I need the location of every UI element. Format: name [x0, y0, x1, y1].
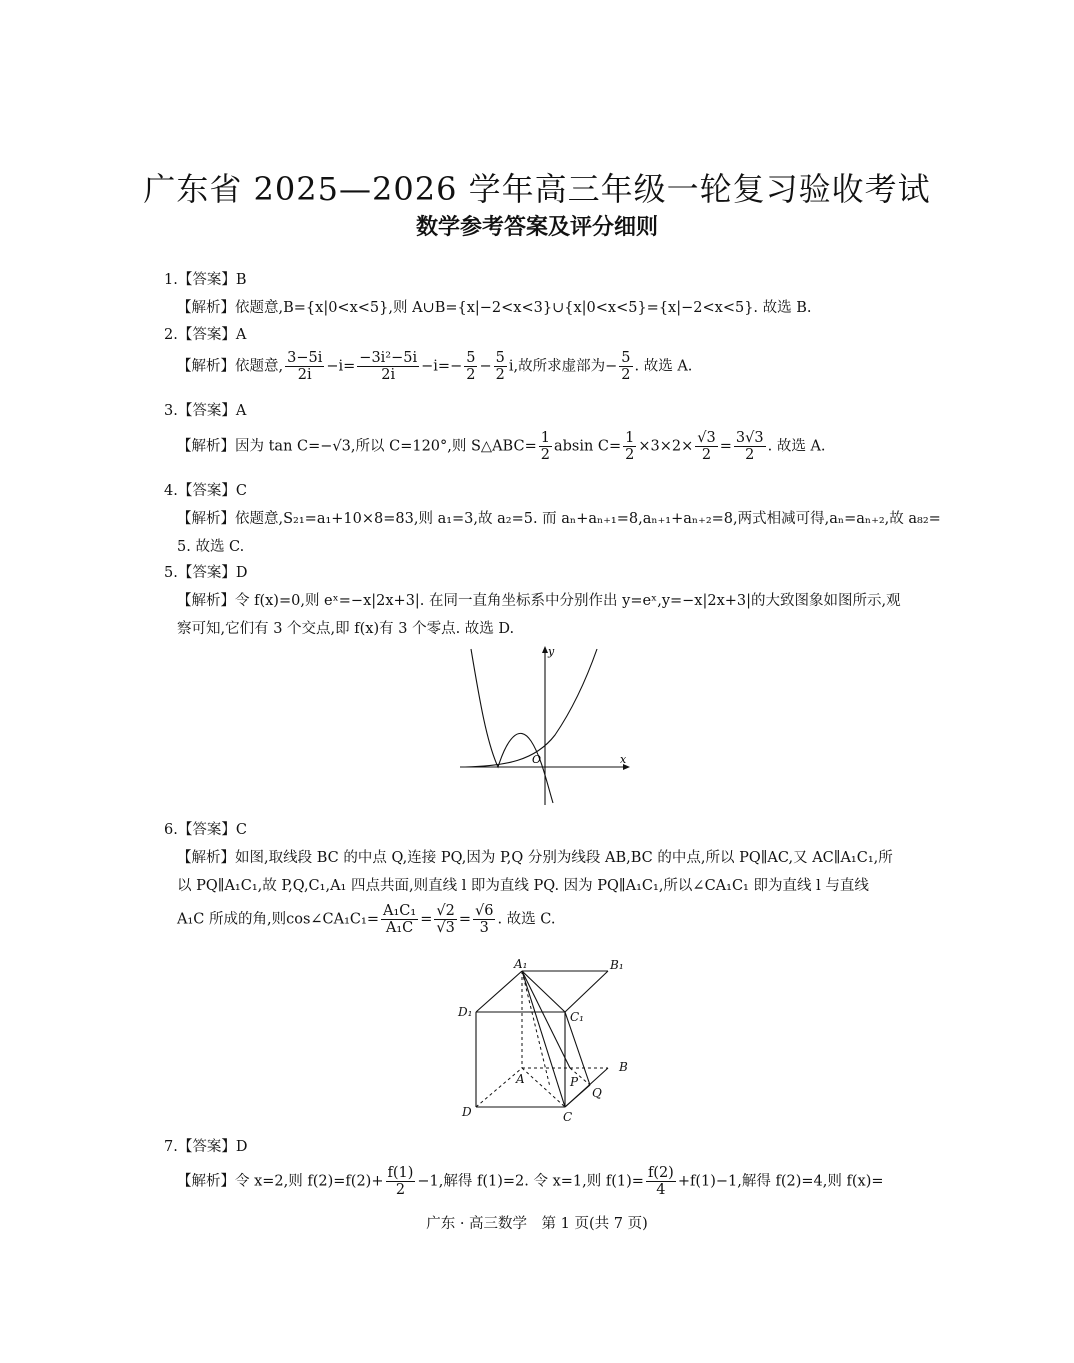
page-title: 广东省 2025—2026 学年高三年级一轮复习验收考试: [143, 170, 931, 208]
q4-explanation-line2: 5. 故选 C.: [177, 539, 245, 555]
q7-f1-den: 2: [395, 1182, 406, 1198]
q3-fraction-3: [695, 430, 717, 463]
q5-explanation-line1: 【解析】令 f(x)=0,则 eˣ=−x|2x+3|. 在同一直角坐标系中分别作出 y=eˣ,y=−x|2x+3|的大致图象如图所示,观: [177, 593, 901, 609]
q7-explanation: [177, 1165, 884, 1198]
q3-answer: 3.【答案】A: [164, 403, 247, 419]
q2-text-m1: −i=: [326, 358, 356, 375]
q6-explanation-line3: [177, 903, 555, 936]
y-axis-label: y: [548, 645, 555, 658]
q3-f4-den: 2: [745, 447, 755, 463]
q3-f3-num: √3: [697, 430, 716, 446]
q2-f4-den: 2: [495, 367, 505, 383]
q7-f2-den: 4: [656, 1182, 666, 1198]
q6-f1-den: A₁C: [385, 920, 414, 936]
q2-f1-num: 3−5i: [287, 350, 323, 366]
q2-f1-den: 2i: [297, 367, 312, 383]
label-C: C: [563, 1110, 573, 1124]
q1-explanation: 【解析】依题意,B={x|0<x<5},则 A∪B={x|−2<x<3}∪{x|0<x<5}={x|−2<x<5}. 故选 B.: [177, 300, 812, 316]
q5-function-graph: [455, 643, 635, 808]
q7-text-m1: −1,解得 f(1)=2. 令 x=1,则 f(1)=: [417, 1173, 644, 1190]
q3-text-post: . 故选 A.: [767, 438, 826, 455]
q6-fraction-1: [381, 903, 418, 936]
q1-answer: 1.【答案】B: [164, 272, 247, 288]
q5-answer: 5.【答案】D: [164, 565, 248, 581]
label-Q: Q: [592, 1086, 602, 1100]
label-A: A: [516, 1072, 525, 1086]
q2-text-pre: 【解析】依题意,: [177, 358, 284, 375]
q3-f2-num: 1: [625, 430, 635, 446]
q2-text-m2: −i=−: [421, 358, 463, 375]
q2-fraction-2: [357, 350, 419, 383]
label-A1: A₁: [514, 957, 528, 971]
q6-f2-num: √2: [436, 903, 455, 919]
q3-fraction-1: [539, 430, 552, 463]
q2-explanation: [177, 350, 692, 383]
q6-text-m1: =: [420, 911, 433, 928]
q2-f5-num: 5: [621, 350, 631, 366]
q3-fraction-2: [623, 430, 636, 463]
q6-f3-num: √6: [474, 903, 494, 919]
q2-f4-num: 5: [495, 350, 505, 366]
label-B1: B₁: [610, 958, 624, 972]
q2-text-m4: i,故所求虚部为−: [508, 358, 618, 375]
q6-f1-num: A₁C₁: [382, 903, 417, 919]
q6-f2-den: √3: [436, 920, 455, 936]
label-P: P: [570, 1075, 579, 1089]
q2-fraction-4: [494, 350, 507, 383]
q2-fraction-3: [464, 350, 477, 383]
q6-answer: 6.【答案】C: [164, 822, 247, 838]
q2-answer: 2.【答案】A: [164, 327, 247, 343]
q2-f2-num: −3i²−5i: [359, 350, 418, 366]
q7-fraction-1: [386, 1165, 416, 1198]
q3-f4-num: 3√3: [735, 430, 764, 446]
q3-f1-den: 2: [540, 447, 550, 463]
exp-curve: [465, 649, 597, 767]
q6-explanation-line1: 【解析】如图,取线段 BC 的中点 Q,连接 PQ,因为 P,Q 分别为线段 AB,BC 的中点,所以 PQ∥AC,又 AC∥A₁C₁,所: [177, 850, 893, 866]
q7-text-pre: 【解析】令 x=2,则 f(2)=f(2)+: [177, 1173, 384, 1190]
q3-text-m2: ×3×2×: [638, 438, 694, 455]
q2-f3-num: 5: [466, 350, 476, 366]
label-D: D: [462, 1105, 472, 1119]
q7-answer: 7.【答案】D: [164, 1139, 248, 1155]
q3-text-m3: =: [719, 438, 732, 455]
page-subtitle: 数学参考答案及评分细则: [415, 215, 658, 240]
x-axis-label: x: [620, 753, 627, 766]
q3-f1-num: 1: [540, 430, 550, 446]
q3-f2-den: 2: [625, 447, 635, 463]
q2-f3-den: 2: [466, 367, 476, 383]
q3-text-pre: 【解析】因为 tan C=−√3,所以 C=120°,则 S△ABC=: [177, 438, 537, 455]
q3-text-m1: absin C=: [553, 438, 622, 455]
abs-curve: [471, 649, 553, 803]
q3-explanation: [177, 430, 826, 463]
q6-text-m2: =: [458, 911, 471, 928]
q3-fraction-4: [734, 430, 766, 463]
q7-fraction-2: [646, 1165, 676, 1198]
q2-fraction-1: [285, 350, 324, 383]
q6-explanation-line2: 以 PQ∥A₁C₁,故 P,Q,C₁,A₁ 四点共面,则直线 l 即为直线 PQ. 因为 PQ∥A₁C₁,所以∠CA₁C₁ 即为直线 l 与直线: [177, 878, 869, 894]
q4-explanation-line1: 【解析】依题意,S₂₁=a₁+10×8=83,则 a₁=3,故 a₂=5. 而 aₙ+aₙ₊₁=8,aₙ₊₁+aₙ₊₂=8,两式相减可得,aₙ=aₙ₊₂,故 a₈₂=: [177, 511, 941, 527]
q2-text-post: . 故选 A.: [634, 358, 693, 375]
origin-label: O: [532, 753, 542, 766]
q6-text-pre: A₁C 所成的角,则cos∠CA₁C₁=: [177, 911, 379, 928]
q2-fraction-5: [619, 350, 632, 383]
q7-f1-num: f(1): [387, 1165, 414, 1181]
q2-f5-den: 2: [621, 367, 631, 383]
q6-text-post: . 故选 C.: [497, 911, 556, 928]
q6-fraction-2: [434, 903, 456, 936]
q7-f2-num: f(2): [647, 1165, 674, 1181]
q4-answer: 4.【答案】C: [164, 483, 247, 499]
label-D1: D₁: [458, 1005, 473, 1019]
q2-text-m3: −: [479, 358, 492, 375]
label-B: B: [619, 1060, 628, 1074]
q6-geometry-figure: [450, 955, 645, 1125]
q5-explanation-line2: 察可知,它们有 3 个交点,即 f(x)有 3 个零点. 故选 D.: [177, 621, 515, 637]
q6-fraction-3: [473, 903, 495, 936]
page-footer: 广东 · 高三数学 第 1 页(共 7 页): [426, 1216, 648, 1232]
q3-f3-den: 2: [701, 447, 712, 463]
q7-text-post: +f(1)−1,解得 f(2)=4,则 f(x)=: [677, 1173, 884, 1190]
label-C1: C₁: [570, 1010, 584, 1024]
q6-f3-den: 3: [479, 920, 489, 936]
q2-f2-den: 2i: [381, 367, 396, 383]
